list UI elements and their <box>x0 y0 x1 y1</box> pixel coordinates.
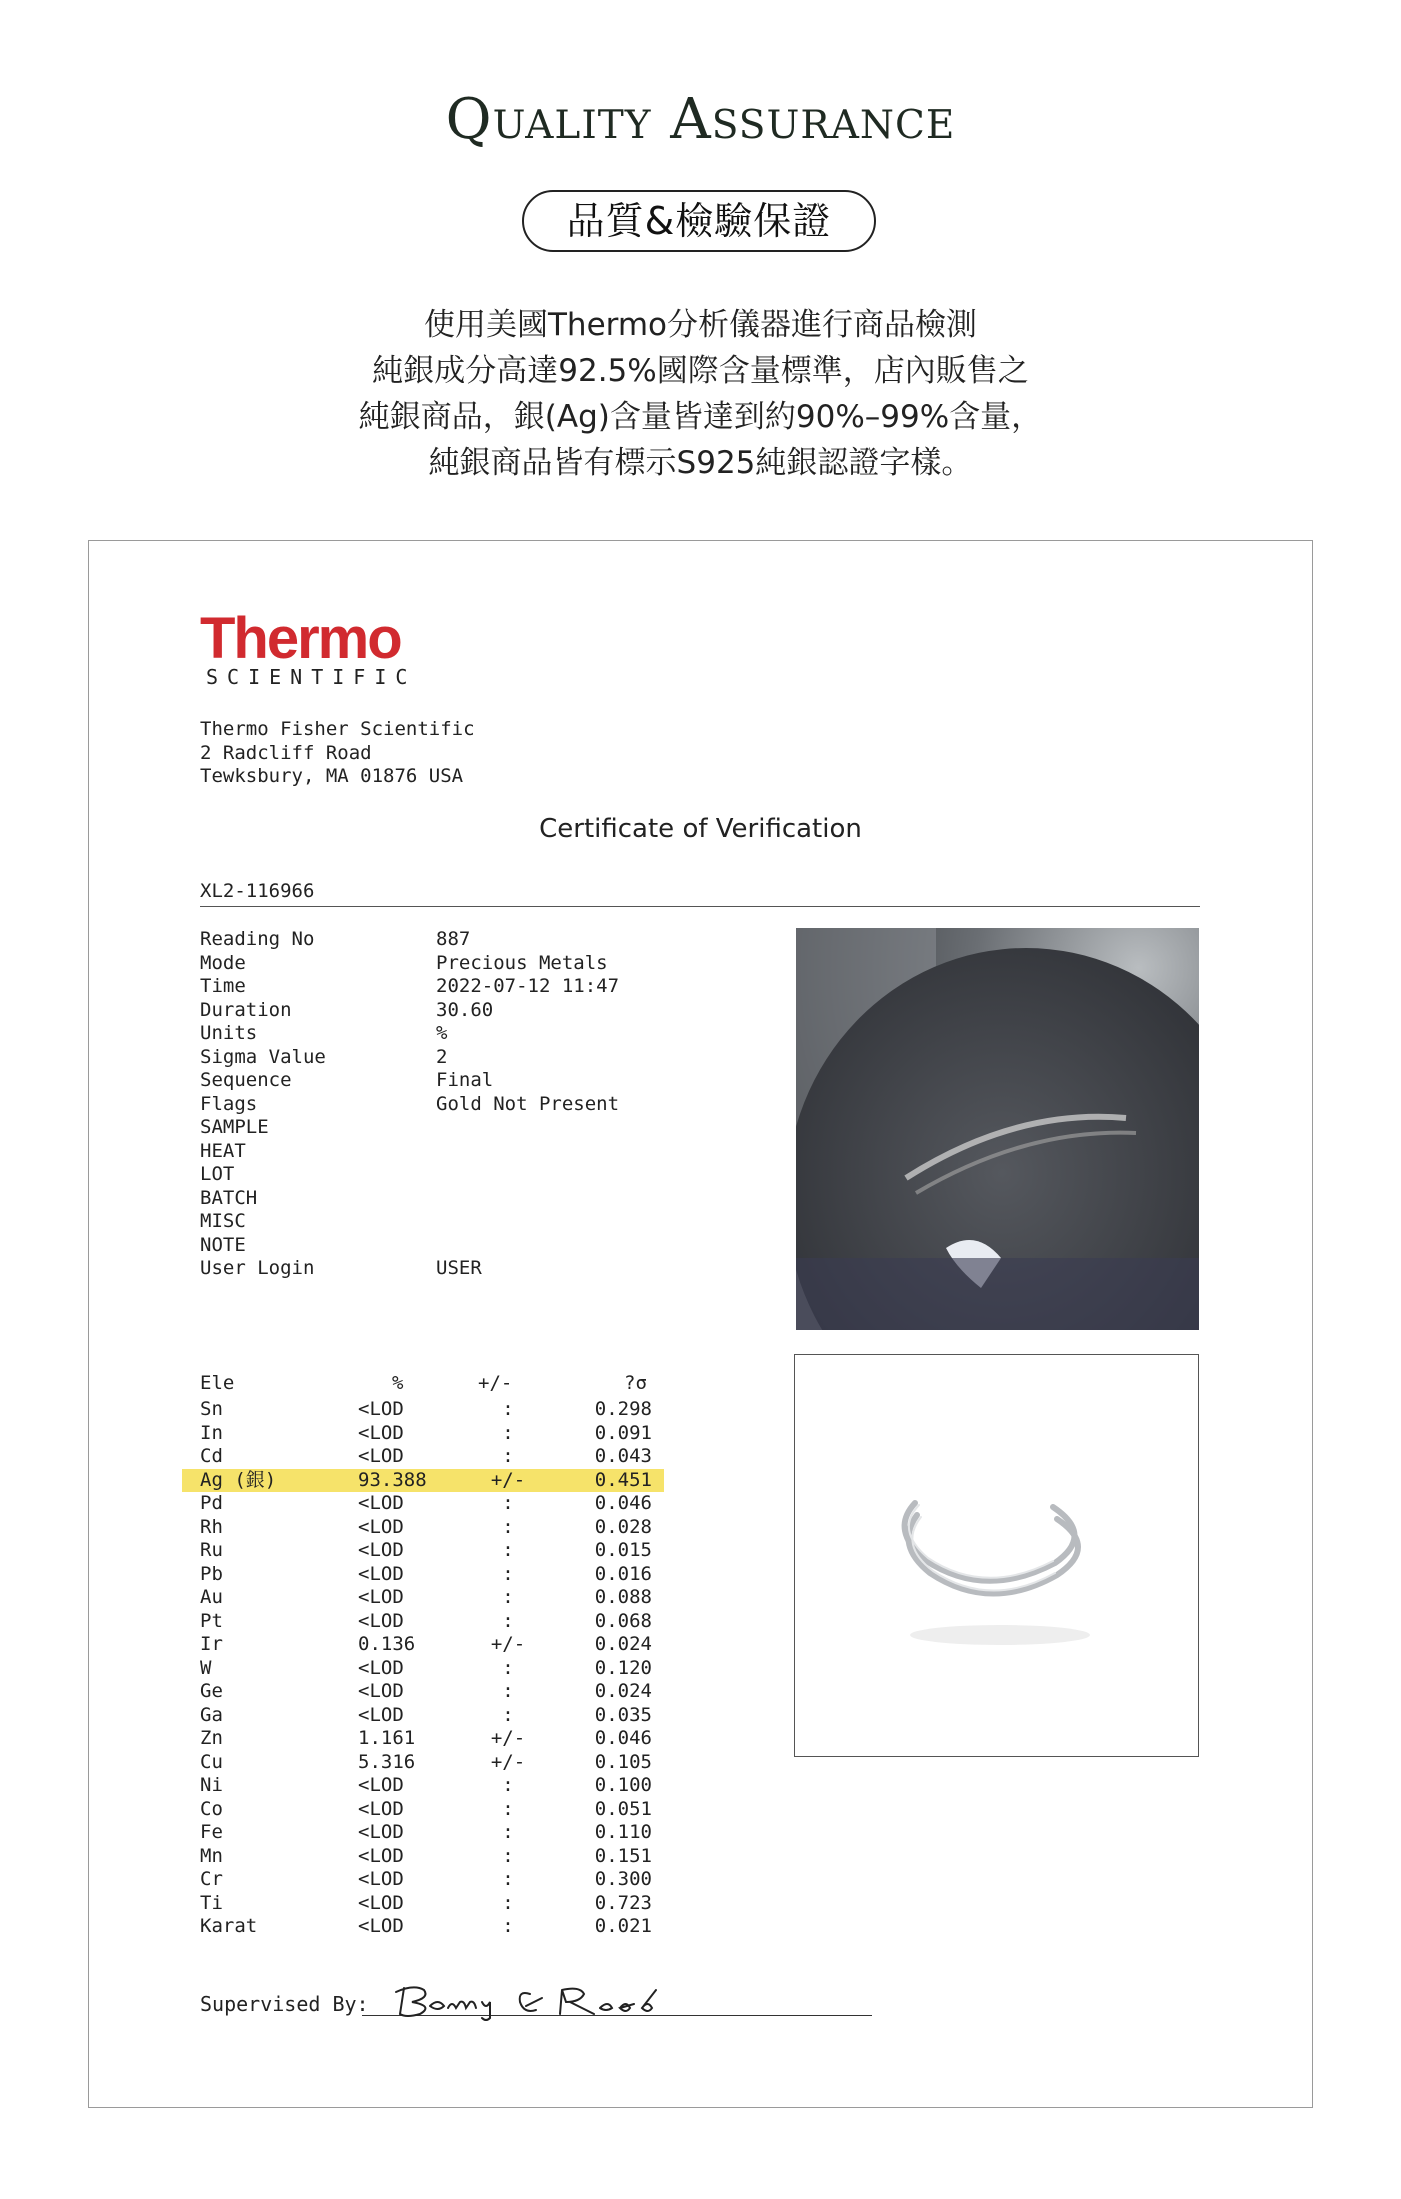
element-cell: Ru <box>200 1539 223 1561</box>
address-line: Tewksbury, MA 01876 USA <box>200 765 464 787</box>
sigma-cell: 0.120 <box>594 1656 652 1679</box>
intro-text <box>0 302 1401 486</box>
percent-cell: <LOD <box>358 1774 404 1796</box>
sigma-cell: 0.016 <box>594 1562 652 1585</box>
info-label: User Login <box>200 1257 315 1279</box>
table-row <box>182 1445 664 1469</box>
percent-cell: <LOD <box>358 1703 404 1726</box>
plusminus-cell: : <box>502 1609 514 1632</box>
sigma-cell: 0.105 <box>594 1750 652 1773</box>
table-row <box>182 1492 664 1516</box>
info-values <box>436 928 619 1281</box>
certificate-title: Certificate of Verification <box>539 814 862 844</box>
percent-cell: <LOD <box>358 1868 404 1890</box>
column-header-sigma: ?σ <box>624 1372 647 1394</box>
element-cell: Sn <box>200 1398 223 1420</box>
address-line: Thermo Fisher Scientific <box>200 718 475 740</box>
sigma-cell: 0.046 <box>594 1727 652 1749</box>
info-label: HEAT <box>200 1139 246 1162</box>
info-labels <box>200 928 326 1281</box>
info-value: Final <box>436 1069 494 1091</box>
plusminus-cell: : <box>502 1703 514 1726</box>
percent-cell: <LOD <box>358 1586 404 1608</box>
element-cell: Rh <box>200 1515 223 1538</box>
plusminus-cell: : <box>502 1539 514 1561</box>
percent-cell: <LOD <box>358 1421 404 1444</box>
percent-cell: <LOD <box>358 1797 404 1820</box>
company-address <box>200 718 475 789</box>
element-cell: Ag (銀) <box>200 1468 277 1491</box>
table-row <box>182 1586 664 1610</box>
percent-cell: <LOD <box>358 1515 404 1538</box>
table-row <box>182 1680 664 1704</box>
sigma-cell: 0.035 <box>594 1703 652 1726</box>
element-cell: Fe <box>200 1821 223 1843</box>
table-row <box>182 1845 664 1869</box>
table-row <box>182 1422 664 1446</box>
info-value <box>436 1234 619 1258</box>
sigma-cell: 0.051 <box>594 1797 652 1820</box>
sigma-cell: 0.088 <box>594 1586 652 1608</box>
sigma-cell: 0.151 <box>594 1844 652 1867</box>
element-table <box>182 1398 664 1939</box>
element-cell: Zn <box>200 1727 223 1749</box>
info-label: NOTE <box>200 1233 246 1256</box>
plusminus-cell: : <box>502 1492 514 1514</box>
element-cell: W <box>200 1656 212 1679</box>
plusminus-cell: : <box>502 1797 514 1820</box>
plusminus-cell: +/- <box>490 1468 526 1491</box>
sigma-cell: 0.028 <box>594 1515 652 1538</box>
table-row <box>182 1657 664 1681</box>
supervised-label: Supervised By: <box>200 1992 369 2016</box>
plusminus-cell: : <box>502 1680 514 1702</box>
info-label: Time <box>200 975 246 997</box>
percent-cell: <LOD <box>358 1562 404 1585</box>
element-cell: Pb <box>200 1562 223 1585</box>
element-cell: Ti <box>200 1891 223 1914</box>
percent-cell: <LOD <box>358 1609 404 1632</box>
signature <box>390 1980 690 2026</box>
sigma-cell: 0.091 <box>594 1421 652 1444</box>
info-value <box>436 1140 619 1164</box>
table-row <box>182 1868 664 1892</box>
element-cell: Cd <box>200 1445 223 1467</box>
element-cell: In <box>200 1421 223 1444</box>
plusminus-cell: : <box>502 1421 514 1444</box>
element-cell: Co <box>200 1797 223 1820</box>
column-header-element: Ele <box>200 1372 235 1394</box>
address-line: 2 Radcliff Road <box>200 741 372 764</box>
info-value <box>436 1163 619 1187</box>
info-value: Gold Not Present <box>436 1092 620 1115</box>
table-row <box>182 1610 664 1634</box>
thermo-logo-word: Thermo <box>200 606 401 671</box>
percent-cell: <LOD <box>358 1445 404 1467</box>
info-value: 2 <box>436 1045 448 1068</box>
info-label: Reading No <box>200 928 315 950</box>
column-header-percent: % <box>392 1372 404 1394</box>
info-value <box>436 1210 619 1234</box>
info-label: Mode <box>200 951 246 974</box>
info-value: 30.60 <box>436 998 494 1021</box>
percent-cell: 5.316 <box>358 1750 416 1773</box>
info-value: 2022-07-12 11:47 <box>436 975 620 997</box>
info-value <box>436 1187 619 1211</box>
ring-photo <box>794 1354 1199 1757</box>
info-value: USER <box>436 1257 482 1279</box>
element-cell: Pt <box>200 1609 223 1632</box>
sigma-cell: 0.024 <box>594 1633 652 1655</box>
section-badge: 品質&檢驗保證 <box>522 190 876 252</box>
percent-cell: 0.136 <box>358 1633 416 1655</box>
percent-cell: <LOD <box>358 1821 404 1843</box>
plusminus-cell: : <box>502 1891 514 1914</box>
plusminus-cell: : <box>502 1515 514 1538</box>
thermo-logo-subtitle: SCIENTIFIC <box>206 665 417 689</box>
percent-cell: <LOD <box>358 1891 404 1914</box>
table-row <box>182 1563 664 1587</box>
element-cell: Karat <box>200 1915 258 1937</box>
percent-cell: 1.161 <box>358 1727 416 1749</box>
intro-line: 純銀成分高達92.5%國際含量標準，店內販售之 <box>372 353 1029 389</box>
sigma-cell: 0.451 <box>594 1468 652 1491</box>
table-row <box>182 1892 664 1916</box>
page-title: Quality Assurance <box>445 87 956 152</box>
info-label: Duration <box>200 998 292 1021</box>
element-cell: Ni <box>200 1774 223 1796</box>
info-label: MISC <box>200 1210 246 1232</box>
table-row <box>182 1821 664 1845</box>
table-row <box>182 1798 664 1822</box>
table-row <box>182 1727 664 1751</box>
element-cell: Ga <box>200 1703 223 1726</box>
plusminus-cell: +/- <box>490 1633 526 1655</box>
sigma-cell: 0.043 <box>594 1445 652 1467</box>
plusminus-cell: : <box>502 1915 514 1937</box>
plusminus-cell: : <box>502 1774 514 1796</box>
info-label: Units <box>200 1022 258 1044</box>
info-label: BATCH <box>200 1186 258 1209</box>
info-value: 887 <box>436 928 471 950</box>
intro-line: 純銀商品皆有標示S925純銀認證字樣。 <box>428 445 973 481</box>
sigma-cell: 0.100 <box>594 1774 652 1796</box>
element-cell: Au <box>200 1586 223 1608</box>
table-row <box>182 1633 664 1657</box>
table-row <box>182 1469 664 1493</box>
percent-cell: <LOD <box>358 1915 404 1937</box>
info-label: LOT <box>200 1163 235 1185</box>
plusminus-cell: : <box>502 1844 514 1867</box>
element-cell: Ge <box>200 1680 223 1702</box>
plusminus-cell: +/- <box>490 1750 526 1773</box>
percent-cell: <LOD <box>358 1398 404 1420</box>
plusminus-cell: +/- <box>490 1727 526 1749</box>
sample-photo <box>796 928 1199 1330</box>
sigma-cell: 0.298 <box>594 1398 652 1420</box>
element-cell: Cr <box>200 1868 223 1890</box>
info-value <box>436 1116 619 1140</box>
divider <box>200 906 1200 907</box>
percent-cell: <LOD <box>358 1492 404 1514</box>
plusminus-cell: : <box>502 1445 514 1467</box>
table-row <box>182 1915 664 1939</box>
element-cell: Ir <box>200 1633 223 1655</box>
plusminus-cell: : <box>502 1868 514 1890</box>
element-cell: Cu <box>200 1750 223 1773</box>
percent-cell: 93.388 <box>358 1468 427 1491</box>
info-label: Sigma Value <box>200 1045 326 1068</box>
sigma-cell: 0.015 <box>594 1539 652 1561</box>
plusminus-cell: : <box>502 1562 514 1585</box>
sigma-cell: 0.046 <box>594 1492 652 1514</box>
element-cell: Pd <box>200 1492 223 1514</box>
percent-cell: <LOD <box>358 1539 404 1561</box>
table-row <box>182 1516 664 1540</box>
intro-line: 使用美國Thermo分析儀器進行商品檢測 <box>423 307 978 343</box>
sigma-cell: 0.723 <box>594 1891 652 1914</box>
sigma-cell: 0.024 <box>594 1680 652 1702</box>
element-cell: Mn <box>200 1844 223 1867</box>
sigma-cell: 0.300 <box>594 1868 652 1890</box>
serial-number: XL2-116966 <box>200 880 315 902</box>
percent-cell: <LOD <box>358 1680 404 1702</box>
percent-cell: <LOD <box>358 1844 404 1867</box>
plusminus-cell: : <box>502 1398 514 1420</box>
table-row <box>182 1774 664 1798</box>
column-header-plusminus: +/- <box>478 1372 513 1394</box>
info-value: % <box>436 1022 448 1044</box>
info-label: Sequence <box>200 1069 292 1091</box>
table-row <box>182 1751 664 1775</box>
plusminus-cell: : <box>502 1821 514 1843</box>
percent-cell: <LOD <box>358 1656 404 1679</box>
sigma-cell: 0.110 <box>594 1821 652 1843</box>
sigma-cell: 0.021 <box>594 1915 652 1937</box>
table-row <box>182 1704 664 1728</box>
table-row <box>182 1398 664 1422</box>
info-label: Flags <box>200 1092 258 1115</box>
sigma-cell: 0.068 <box>594 1609 652 1632</box>
plusminus-cell: : <box>502 1656 514 1679</box>
info-label: SAMPLE <box>200 1116 269 1138</box>
plusminus-cell: : <box>502 1586 514 1608</box>
intro-line: 純銀商品，銀(Ag)含量皆達到約90%–99%含量， <box>358 399 1043 435</box>
info-value: Precious Metals <box>436 951 608 974</box>
table-row <box>182 1539 664 1563</box>
